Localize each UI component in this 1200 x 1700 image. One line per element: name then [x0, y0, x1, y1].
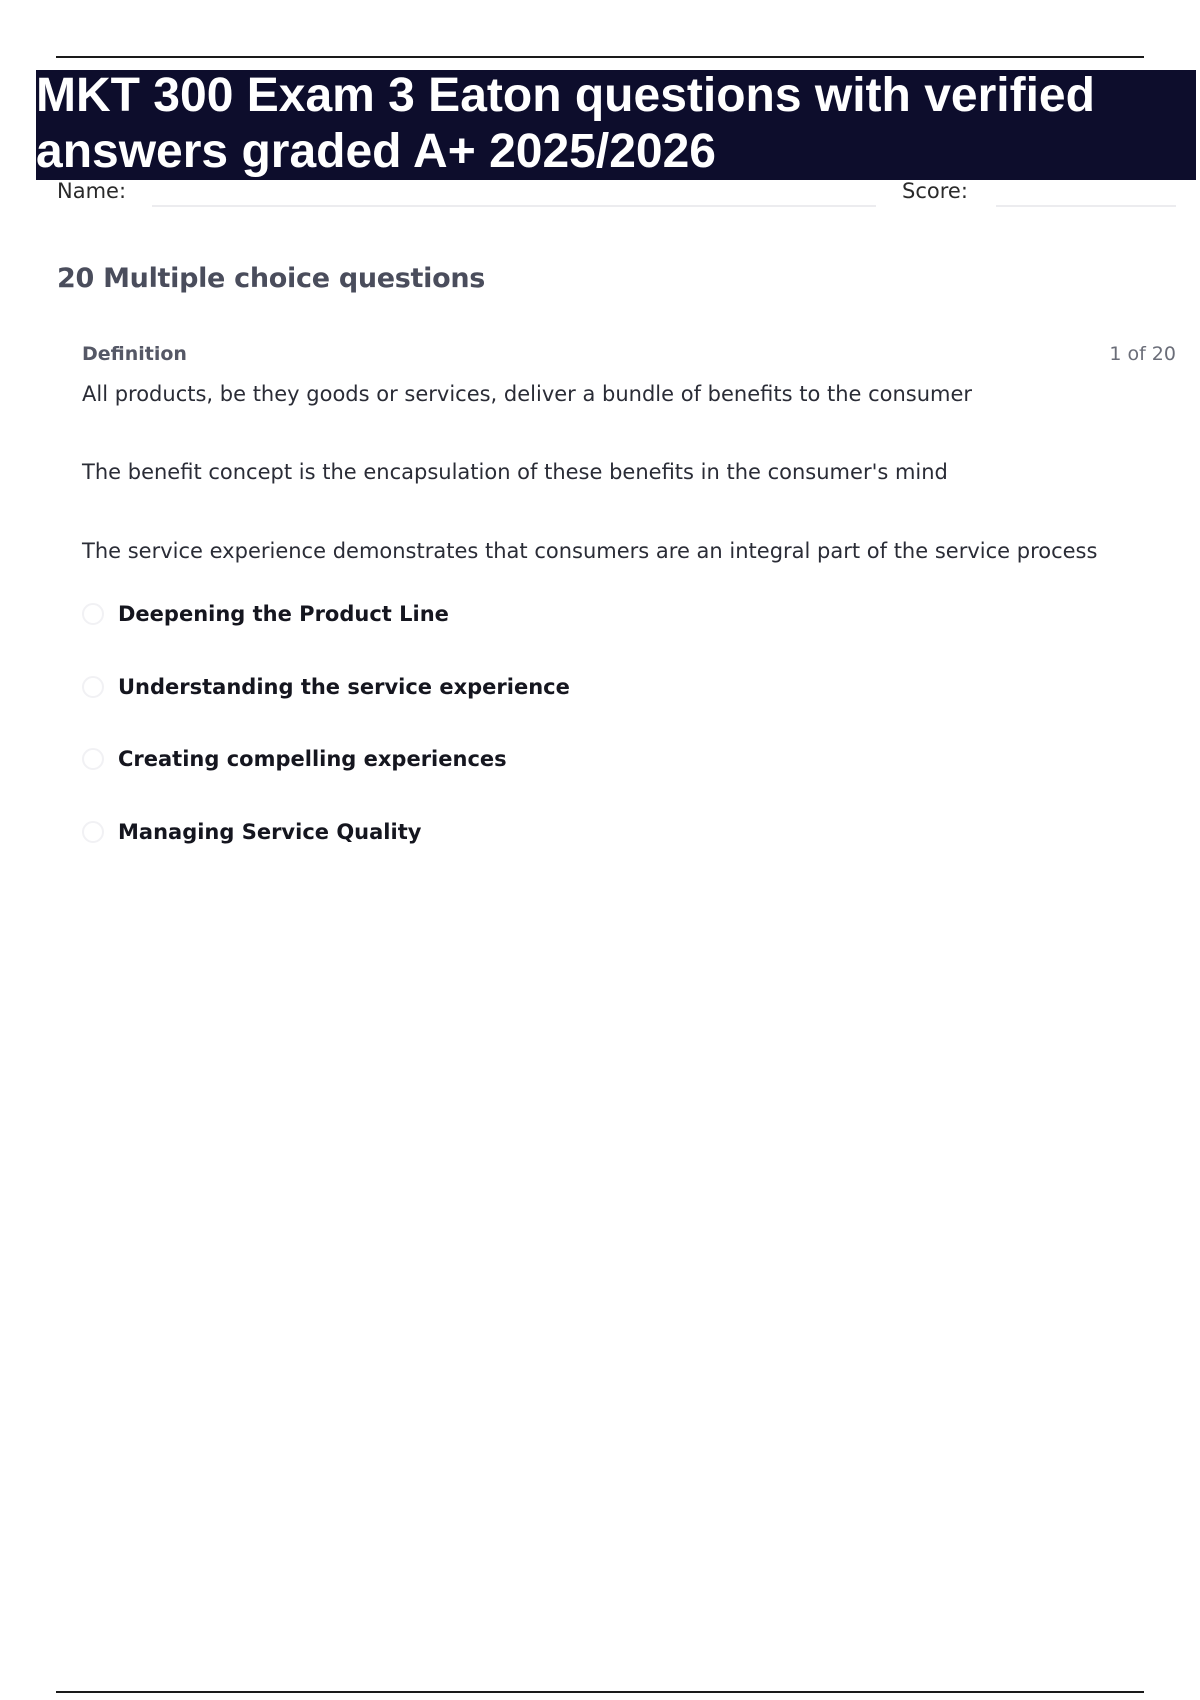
answer-option-label: Deepening the Product Line [118, 602, 449, 626]
score-field-line [996, 205, 1176, 207]
radio-circle-icon[interactable] [82, 676, 104, 698]
radio-circle-icon[interactable] [82, 821, 104, 843]
definition-line: The service experience demonstrates that consumers are an integral part of the service process [82, 539, 1098, 563]
section-heading: 20 Multiple choice questions [57, 263, 486, 294]
answer-option-label: Creating compelling experiences [118, 747, 507, 771]
name-field-line [152, 205, 876, 207]
top-rule [56, 56, 1144, 58]
answer-option-label: Managing Service Quality [118, 820, 422, 844]
definition-line: The benefit concept is the encapsulation of these benefits in the consumer's mind [82, 460, 948, 484]
definition-line: All products, be they goods or services, deliver a bundle of benefits to the consumer [82, 382, 973, 406]
answer-option-3[interactable] [82, 742, 507, 776]
document-title: MKT 300 Exam 3 Eaton questions with verified answers graded A+ 2025/2026 [36, 69, 1095, 178]
score-label: Score: [902, 179, 968, 203]
name-label: Name: [57, 179, 127, 203]
answer-option-1[interactable] [82, 597, 449, 631]
question-counter: 1 of 20 [1109, 343, 1176, 365]
question-type-label: Definition [82, 343, 187, 365]
bottom-rule [56, 1691, 1144, 1693]
radio-circle-icon[interactable] [82, 603, 104, 625]
radio-circle-icon[interactable] [82, 748, 104, 770]
answer-option-2[interactable] [82, 670, 570, 704]
answer-option-label: Understanding the service experience [118, 675, 570, 699]
answer-option-4[interactable] [82, 815, 421, 849]
